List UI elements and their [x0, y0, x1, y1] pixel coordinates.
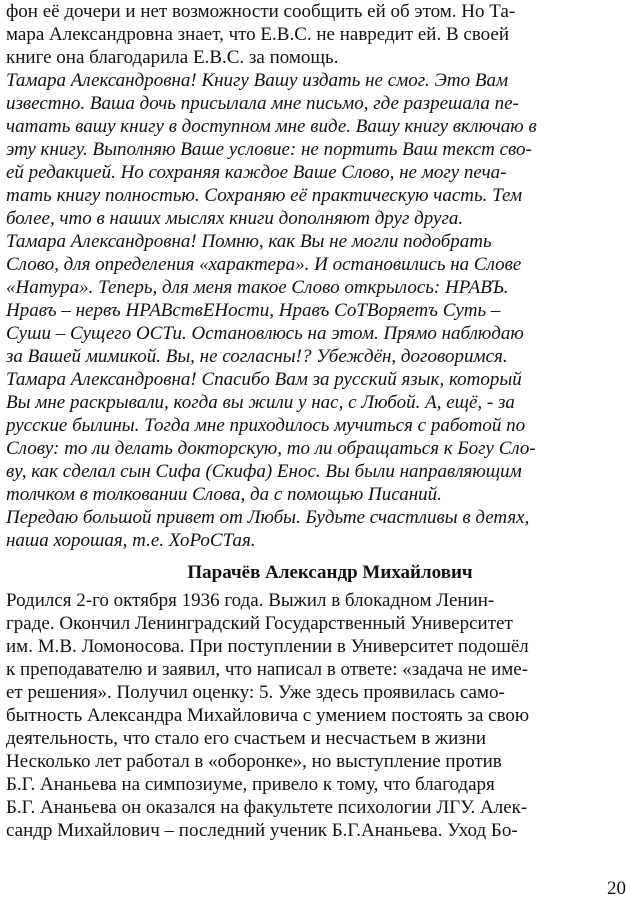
text-line: бытность Александра Михайловича с умением постоять за свою [6, 705, 530, 726]
text-line: Б.Г. Ананьева на симпозиуме, привело к тому, что благодаря [6, 774, 495, 795]
section-heading: Парачёв Александр Михайлович [187, 562, 473, 583]
italic-text-line: тать книгу полностью. Сохраняю её практическую часть. Тем [6, 185, 523, 206]
italic-text-line: толчком в толковании Слова, да с помощью Писаний. [6, 484, 442, 505]
italic-text-line: Тамара Александровна! Книгу Вашу издать не смог. Это Вам [6, 70, 509, 91]
text-line: к преподавателю и заявил, что написал в ответе: «задача не име- [6, 659, 529, 680]
text-line: мара Александровна знает, что Е.В.С. не навредит ей. В своей [6, 24, 510, 45]
italic-text-line: Вы мне раскрывали, когда вы жили у нас, с Любой. А, ещё, - за [6, 392, 515, 413]
text-line: граде. Окончил Ленинградский Государственный Университет [6, 613, 513, 634]
italic-text-line: русские былины. Тогда мне приходилось мучиться с работой по [6, 415, 526, 436]
italic-text-line: «Натура». Теперь, для меня такое Слово открылось: НРАВЪ. [6, 277, 509, 298]
italic-text-line: за Вашей мимикой. Вы, не согласны!? Убеждён, договоримся. [6, 346, 508, 367]
italic-text-line: ву, как сделал сын Сифа (Скифа) Енос. Вы были направляющим [6, 461, 522, 482]
text-line: фон её дочери и нет возможности сообщить ей об этом. Но Та- [6, 1, 516, 22]
text-line: Родился 2-го октября 1936 года. Выжил в блокадном Ленин- [6, 590, 495, 611]
italic-text-line: Слову: то ли делать докторскую, то ли обращаться к Богу Сло- [6, 438, 536, 459]
italic-text-line: Тамара Александровна! Помню, как Вы не могли подобрать [6, 231, 492, 252]
italic-text-line: Суши – Сущего ОСТи. Остановлюсь на этом. Прямо наблюдаю [6, 323, 524, 344]
italic-text-line: Слово, для определения «характера». И остановились на Слове [6, 254, 522, 275]
text-line: Б.Г. Ананьева он оказался на факультете психологии ЛГУ. Алек- [6, 797, 528, 818]
italic-text-line: эту книгу. Выполняю Ваше условие: не портить Ваш текст сво- [6, 139, 532, 160]
text-line: ет решения». Получил оценку: 5. Уже здесь проявилась само- [6, 682, 505, 703]
italic-text-line: известно. Ваша дочь присылала мне письмо, где разрешала пе- [6, 93, 519, 114]
italic-text-line: Передаю большой привет от Любы. Будьте счастливы в детях, [6, 507, 530, 528]
text-line: книге она благодарила Е.В.С. за помощь. [6, 47, 339, 68]
italic-text-line: Тамара Александровна! Спасибо Вам за русский язык, который [6, 369, 522, 390]
italic-text-line: чатать вашу книгу в доступном мне виде. Вашу книгу включаю в [6, 116, 537, 137]
text-line: им. М.В. Ломоносова. При поступлении в Университет подошёл [6, 636, 529, 657]
page-number: 20 [607, 878, 626, 899]
text-line: сандр Михайлович – последний ученик Б.Г.Ананьева. Уход Бо- [6, 820, 518, 841]
italic-text-line: наша хорошая, т.е. ХоРоСТая. [6, 530, 256, 551]
text-line: деятельность, что стало его счастьем и несчастьем в жизни [6, 728, 487, 749]
italic-text-line: ей редакцией. Но сохраняя каждое Ваше Слово, не могу печа- [6, 162, 507, 183]
text-line: Несколько лет работал в «оборонке», но выступление против [6, 751, 502, 772]
italic-text-line: Нравъ – нервъ НРАВствЕНости, Нравъ СоТВоряетъ Суть – [6, 300, 501, 321]
italic-text-line: более, что в наших мыслях книги дополняют друг друга. [6, 208, 464, 229]
